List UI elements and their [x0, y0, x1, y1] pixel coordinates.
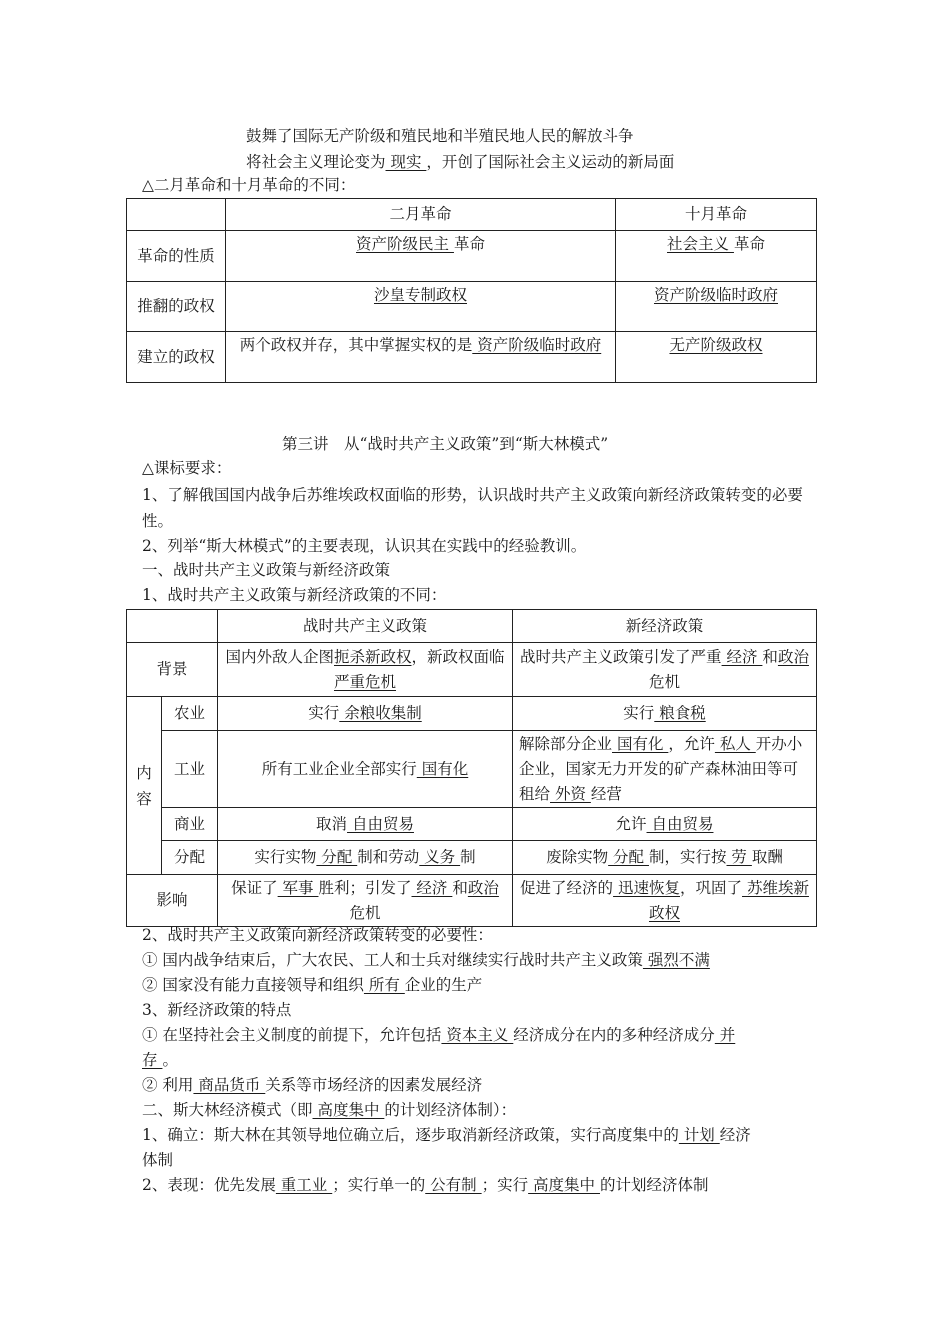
text-line	[142, 1024, 735, 1046]
answer-blank: 经济	[411, 878, 453, 897]
text: 2、列举“斯大林模式”的主要表现，认识其在实践中的经验教训。	[142, 537, 587, 555]
text: 和	[762, 647, 778, 666]
text: 制和劳动	[357, 848, 420, 866]
answer-blank: 义务	[419, 848, 461, 866]
table-cell	[616, 282, 817, 332]
answer-blank: 强烈不满	[642, 951, 710, 969]
text: 经济	[719, 1126, 751, 1144]
table-row	[127, 875, 817, 927]
answer-blank: 资产阶级临时政府	[653, 286, 778, 304]
answer-blank: 私人	[714, 734, 756, 753]
text: 3、新经济政策的特点	[142, 1001, 292, 1019]
answer-blank: 国有化	[416, 759, 469, 778]
text: 体制	[142, 1151, 174, 1169]
table-row	[127, 731, 817, 808]
answer-blank: 沙皇专制政权	[373, 286, 467, 304]
text-line	[142, 535, 586, 557]
text: 经济成分在内的多种经济成分	[513, 1026, 715, 1044]
table-cell	[218, 697, 513, 731]
answer-blank: 商品货币	[193, 1076, 266, 1094]
text: ② 利用	[142, 1076, 194, 1094]
answer-blank: 外资	[550, 784, 591, 803]
answer-blank: 公有制	[425, 1176, 482, 1194]
answer-blank: 苏维埃新政权	[648, 878, 809, 922]
answer-blank: 余粮收集制	[339, 704, 422, 722]
text: 。	[162, 1051, 178, 1069]
table-cell	[513, 643, 817, 697]
table-cell	[218, 808, 513, 841]
lecture-title	[282, 433, 608, 455]
text-line	[142, 457, 231, 479]
table-cell	[513, 808, 817, 841]
answer-blank: 政治	[467, 878, 499, 897]
policy-comparison-table	[126, 609, 817, 927]
text: 解除部分企业	[519, 734, 613, 753]
text: 促进了经济的	[520, 878, 614, 897]
text: 允许	[615, 814, 647, 833]
answer-blank: 劳	[726, 848, 752, 866]
text: 1、战时共产主义政策与新经济政策的不同：	[142, 586, 447, 604]
table-row	[127, 332, 817, 383]
answer-blank: 严重危机	[333, 672, 396, 691]
text-line	[142, 1074, 482, 1096]
text: 革命	[453, 235, 485, 253]
text: ；实行	[481, 1176, 529, 1194]
table-row	[127, 231, 817, 282]
answer-blank: 经济	[721, 647, 763, 666]
text-line	[142, 1149, 173, 1171]
text-line	[142, 1049, 178, 1071]
text: 和	[452, 878, 468, 897]
answer-blank: 高度集中	[528, 1176, 600, 1194]
text: 所有工业企业全部实行	[261, 759, 417, 778]
answer-blank: 扼杀新政权	[333, 647, 412, 666]
text: 鼓舞了国际无产阶级和殖民地和半殖民地人民的解放斗争	[246, 127, 634, 145]
table-cell	[616, 332, 817, 383]
text: ，新政权面临	[411, 647, 505, 666]
text: 实行	[623, 704, 655, 722]
text: 胜利；引发了	[318, 878, 412, 897]
answer-blank: 分配	[608, 848, 649, 866]
row-label: 分配	[162, 841, 218, 875]
text: 取酬	[751, 848, 783, 866]
table-cell	[218, 643, 513, 697]
text: 开办小企业，国家无力开发的矿产森林油田等可租给	[519, 734, 803, 803]
answer-blank: 资产阶级民主	[356, 235, 454, 253]
text: 经营	[590, 784, 622, 803]
answer-blank: 现实	[385, 153, 427, 171]
text: 一、战时共产主义政策与新经济政策	[142, 561, 391, 579]
text: 战时共产主义政策引发了严重	[520, 647, 722, 666]
answer-blank: 政治	[777, 647, 809, 666]
answer-blank: 迅速恢复	[613, 878, 680, 897]
table-header-row	[127, 199, 817, 231]
answer-blank: 存	[142, 1051, 163, 1069]
text: 危机	[349, 903, 381, 922]
text: ，开创了国际社会主义运动的新局面	[426, 153, 675, 171]
text: ② 国家没有能力直接领导和组织	[142, 976, 364, 994]
row-label: 商业	[162, 808, 218, 841]
content-label: 内容	[127, 697, 162, 875]
text: 国内外敌人企图	[225, 647, 334, 666]
table-header-cell: 战时共产主义政策	[218, 610, 513, 643]
table-header-cell: 新经济政策	[513, 610, 817, 643]
table-cell	[513, 731, 817, 808]
text: 危机	[648, 672, 680, 691]
answer-blank: 资本主义	[441, 1026, 514, 1044]
table-row	[127, 841, 817, 875]
text-line	[142, 949, 710, 971]
row-label: 建立的政权	[127, 332, 226, 383]
answer-blank: 粮食税	[654, 704, 706, 722]
table-header-row	[127, 610, 817, 643]
answer-blank: 社会主义	[667, 235, 734, 253]
table-header-cell: 十月革命	[616, 199, 817, 231]
text: 第三讲 从“战时共产主义政策”到“斯大林模式”	[282, 435, 609, 453]
answer-blank: 分配	[316, 848, 358, 866]
table-cell	[513, 697, 817, 731]
answer-blank: 自由贸易	[347, 814, 414, 833]
section-heading	[142, 1099, 516, 1121]
text: 的计划经济体制	[599, 1176, 709, 1194]
answer-blank: 资产阶级临时政府	[472, 336, 602, 354]
text: 2、战时共产主义政策向新经济政策转变的必要性：	[142, 926, 493, 944]
table-cell	[513, 875, 817, 927]
table-row	[127, 697, 817, 731]
text: 制，实行按	[648, 848, 727, 866]
row-label: 推翻的政权	[127, 282, 226, 332]
text: ① 在坚持社会主义制度的前提下，允许包括	[142, 1026, 442, 1044]
section-heading	[142, 559, 390, 581]
text: 的计划经济体制）：	[384, 1101, 517, 1119]
table-header-cell: 二月革命	[226, 199, 616, 231]
text: ，允许	[668, 734, 715, 753]
text-line	[142, 974, 482, 996]
text: ① 国内战争结束后，广大农民、工人和士兵对继续实行战时共产主义政策	[142, 951, 643, 969]
revolution-comparison-table	[126, 198, 817, 383]
table-cell	[616, 231, 817, 282]
text: ，巩固了	[680, 878, 743, 897]
text: 企业的生产	[404, 976, 483, 994]
table-cell	[218, 731, 513, 808]
text: 制	[460, 848, 476, 866]
answer-blank: 军事	[277, 878, 319, 897]
answer-blank: 自由贸易	[646, 814, 714, 833]
table-row	[127, 808, 817, 841]
answer-blank: 所有	[363, 976, 405, 994]
text: 革命	[733, 235, 765, 253]
table-row	[127, 282, 817, 332]
table-cell	[226, 282, 616, 332]
text-line	[142, 924, 493, 946]
row-label: 农业	[162, 697, 218, 731]
text: ；实行单一的	[332, 1176, 426, 1194]
table-cell	[226, 332, 616, 383]
text-line	[142, 1124, 751, 1146]
table-cell	[127, 199, 226, 231]
answer-blank: 无产阶级政权	[669, 336, 763, 354]
text: 关系等市场经济的因素发展经济	[265, 1076, 483, 1094]
table-cell	[218, 841, 513, 875]
text: 取消	[316, 814, 348, 833]
text: 2、表现：优先发展	[142, 1176, 276, 1194]
table-cell	[218, 875, 513, 927]
table-row	[127, 643, 817, 697]
text: 实行实物	[254, 848, 317, 866]
answer-blank: 重工业	[275, 1176, 333, 1194]
text: 废除实物	[546, 848, 609, 866]
text: △二月革命和十月革命的不同：	[142, 176, 356, 194]
row-label: 背景	[127, 643, 218, 697]
text-line	[142, 584, 446, 606]
text: 实行	[308, 704, 340, 722]
table-cell	[513, 841, 817, 875]
text: 1、确立：斯大林在其领导地位确立后，逐步取消新经济政策，实行高度集中的	[142, 1126, 679, 1144]
row-label: 革命的性质	[127, 231, 226, 282]
answer-blank: 并	[714, 1026, 736, 1044]
table-cell	[127, 610, 218, 643]
text: 二、斯大林经济模式（即	[142, 1101, 313, 1119]
row-label: 影响	[127, 875, 218, 927]
text: △课标要求：	[142, 459, 232, 477]
text: 保证了	[231, 878, 278, 897]
row-label: 工业	[162, 731, 218, 808]
text-line	[246, 125, 634, 147]
section-heading	[142, 174, 355, 196]
text-line	[246, 151, 674, 173]
answer-blank: 计划	[678, 1126, 720, 1144]
section-heading	[142, 999, 291, 1021]
text-line	[142, 1174, 709, 1196]
table-cell	[226, 231, 616, 282]
text: 将社会主义理论变为	[246, 153, 386, 171]
answer-blank: 国有化	[612, 734, 669, 753]
paragraph	[142, 482, 818, 534]
text: 1、了解俄国国内战争后苏维埃政权面临的形势，认识战时共产主义政策向新经济政策转变的必要性。	[142, 486, 803, 530]
text: 两个政权并存，其中掌握实权的是	[239, 336, 473, 354]
answer-blank: 高度集中	[312, 1101, 385, 1119]
